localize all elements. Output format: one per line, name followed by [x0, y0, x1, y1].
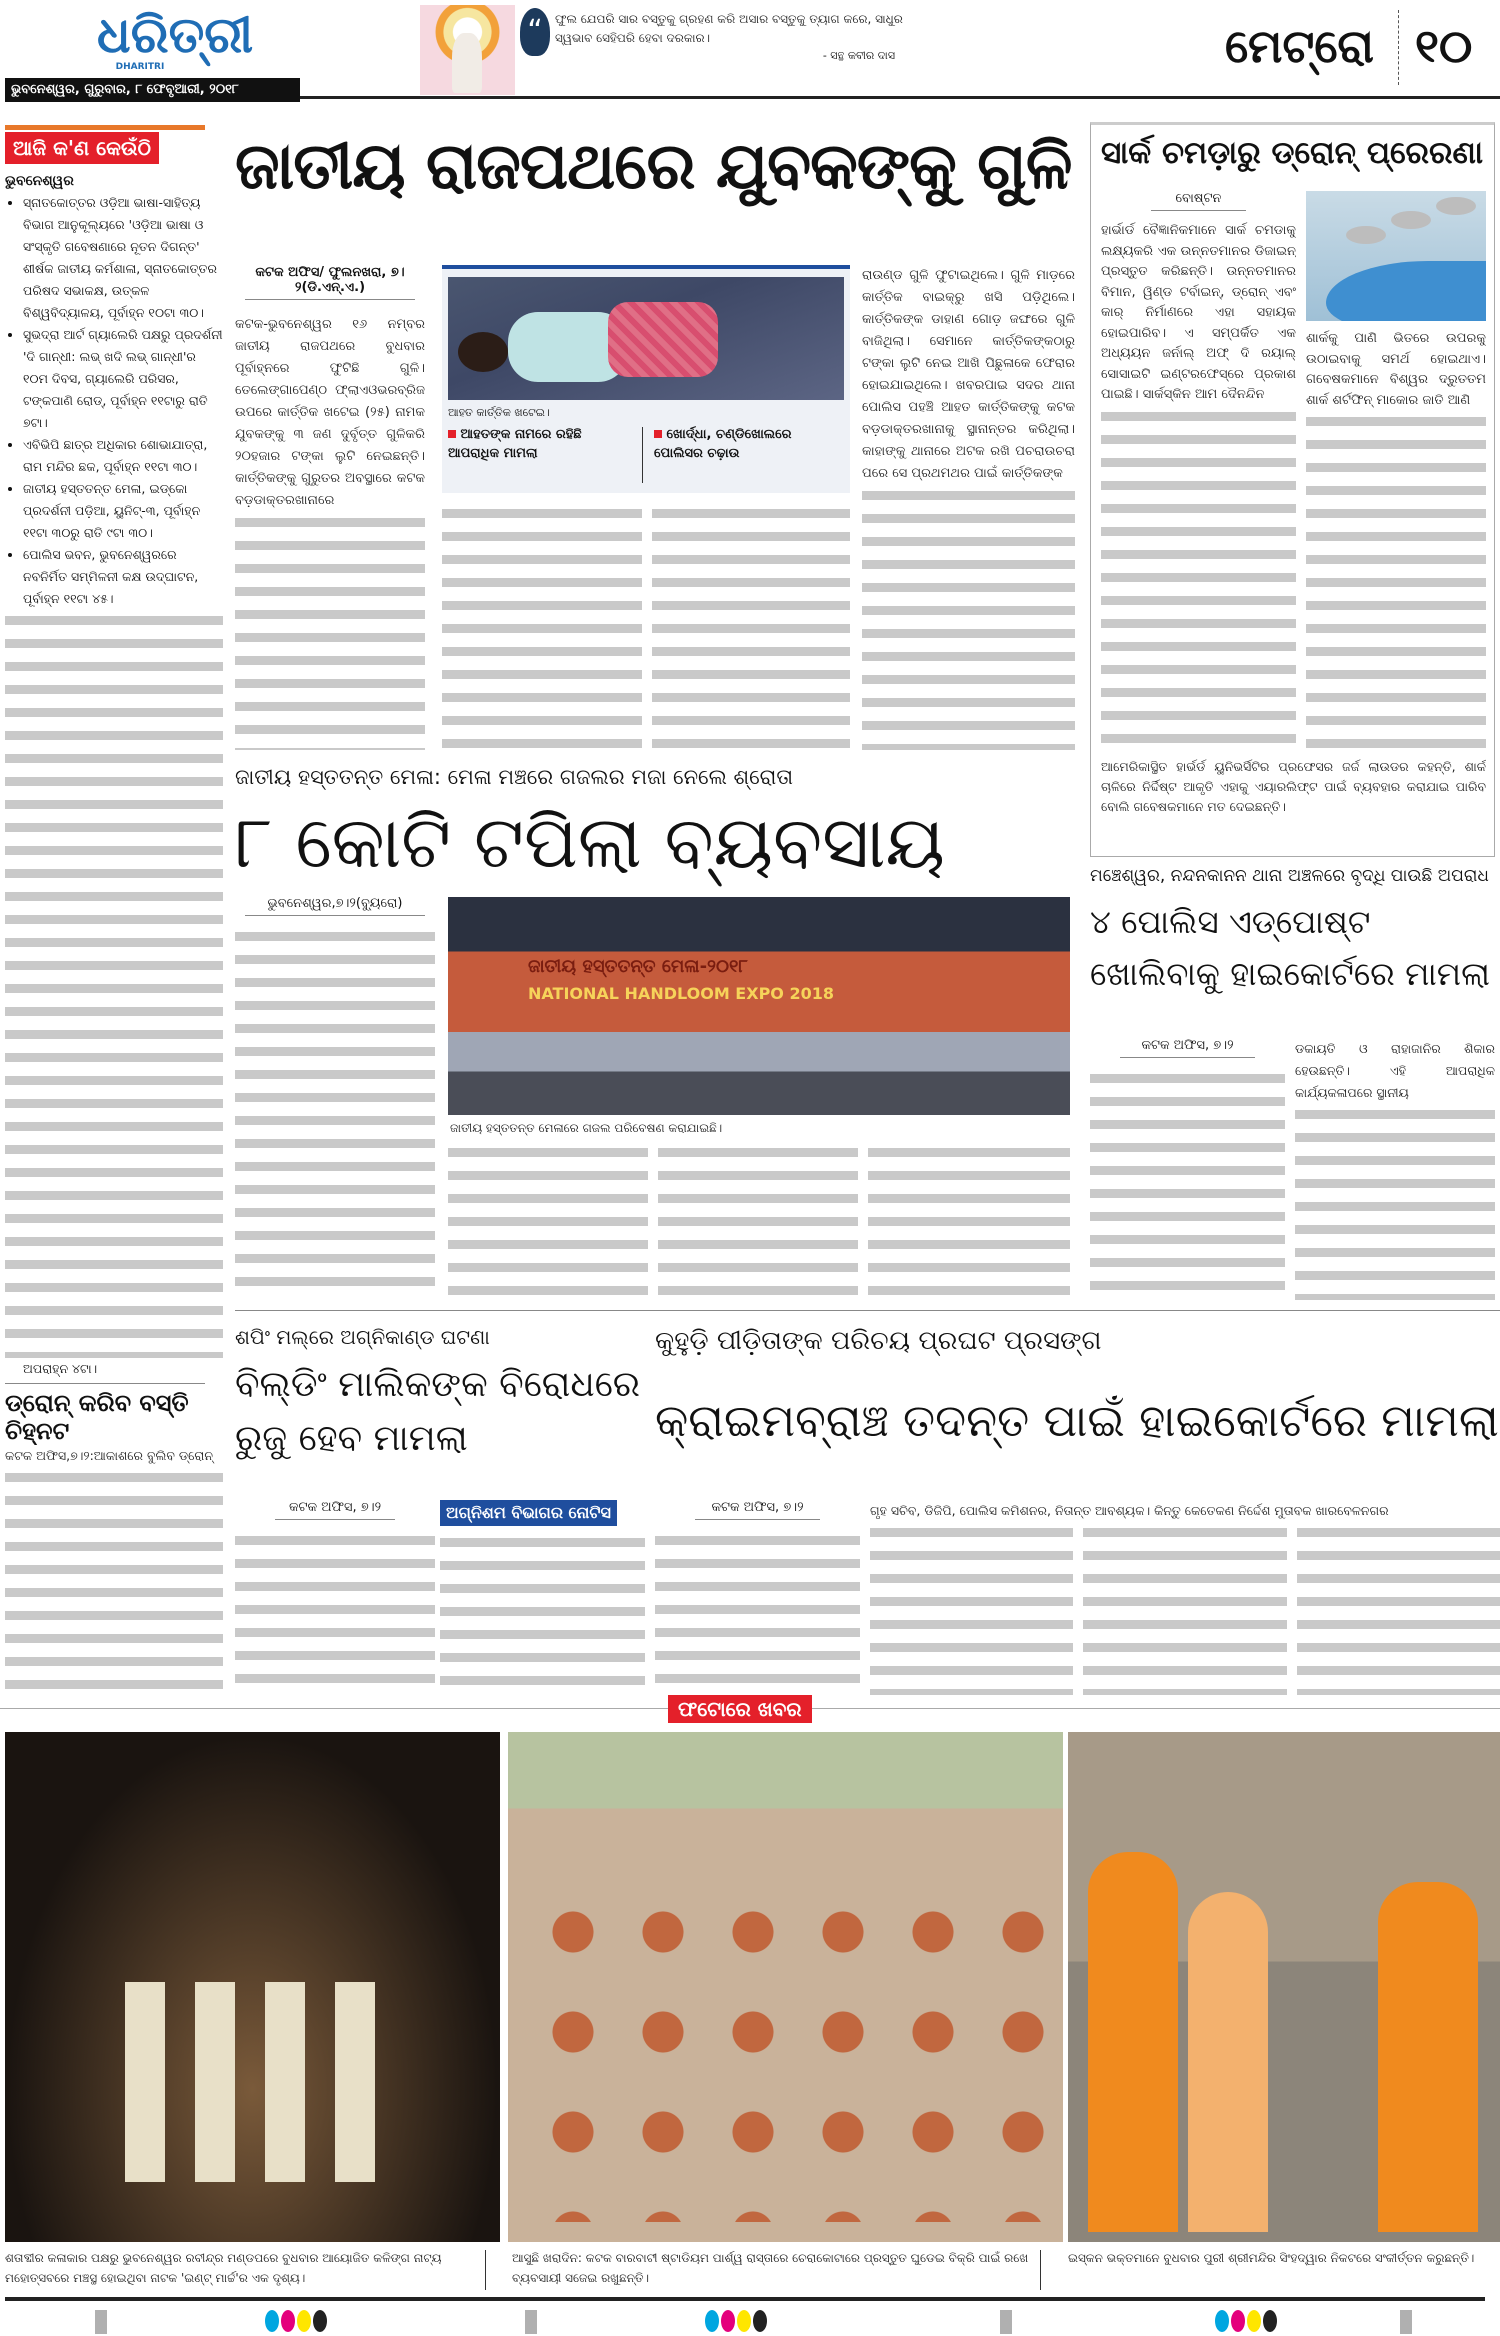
- logo-sub: DHARITRI: [115, 62, 165, 72]
- lead-photo-box: [442, 265, 850, 493]
- kuhuli-byline: କଟକ ଅଫିସ, ୭।୨: [695, 1500, 820, 1520]
- police-body: ଡକାୟତି ଓ ରାହାଜାନିର ଶିକାର ହେଉଛନ୍ତି। ଏହି ଆପରାଧିକ କାର୍ଯ୍ୟକଳାପରେ ସ୍ଥାନୀୟ: [1295, 1041, 1495, 1100]
- lead-col-1: [235, 265, 425, 750]
- quote-text: ଫୁଲ ଯେପରି ସାର ବସ୍ତୁକୁ ଗ୍ରହଣ କରି ଅସାର ବସ୍ତୁକୁ ତ୍ୟାଗ କରେ, ସାଧୁର ସ୍ୱଭାବ ସେହିପରି ହେବା ଦରକାର।: [555, 12, 903, 45]
- drama-photo[interactable]: [5, 1732, 500, 2242]
- shark-headline[interactable]: ସାର୍କ ଚମଡ଼ାରୁ ଡ୍ରୋନ୍ ପ୍ରେରଣା: [1101, 135, 1484, 171]
- print-marks: [0, 2310, 1500, 2334]
- drone-headline[interactable]: ଡ୍ରୋନ୍ କରିବ ବସ୍ତି ଚିହ୍ନଟ: [5, 1390, 189, 1445]
- police-col-2: [1295, 1038, 1495, 1300]
- handloom-headline[interactable]: ୮ କୋଟି ଟପିଲା ବ୍ୟବସାୟ: [235, 800, 945, 884]
- expo-banner-en: NATIONAL HANDLOOM EXPO 2018: [528, 984, 834, 1003]
- events-city: ଭୁବନେଶ୍ୱର: [5, 173, 74, 189]
- lead-col-4: [862, 265, 1075, 750]
- fire-kicker: ଶପିଂ ମଲ୍‌ରେ ଅଗ୍ନିକାଣ୍ଡ ଘଟଣା: [235, 1325, 490, 1349]
- handloom-kicker: ଜାତୀୟ ହସ୍ତତନ୍ତ ମେଳା: ମେଳା ମଞ୍ଚରେ ଗଜଲର ମଜା ନେଲେ ଶ୍ରୋତା: [235, 765, 794, 789]
- dateline: ଭୁବନେଶ୍ୱର, ଗୁରୁବାର, ୮ ଫେବୃଆରୀ, ୨୦୧୮: [5, 78, 300, 102]
- photo-caption-1: ଶତାବ୍ଦୀର କଳାକାର ପକ୍ଷରୁ ଭୁବନେଶ୍ୱର ରବୀନ୍ଦ୍ର ମଣ୍ଡପରେ ବୁଧବାର ଆୟୋଜିତ କଳିଙ୍ଗ ନାଟ୍ୟ ମହୋତ୍ସବରେ ମଞ୍ଚସ୍ଥ ହୋଇଥିବା ନାଟକ 'ଇଣ୍ଟ୍ ମାର୍ଚ୍ଚ'ର ଏକ ଦୃଶ୍ୟ।: [5, 2251, 442, 2285]
- events-label: ଆଜି କ'ଣ କେଉଁଠି: [5, 132, 159, 164]
- drone-story: [5, 1390, 223, 1697]
- fire-headline[interactable]: ବିଲ୍ଡିଂ ମାଲିକଙ୍କ ବିରୋଧରେ ରୁଜୁ ହେବ ମାମଲା: [235, 1364, 641, 1459]
- shark-body: ହାର୍ଭାର୍ଡ ବୈଜ୍ଞାନିକମାନେ ସାର୍କ ଚମଡାକୁ ଲକ୍ଷ୍ୟକରି ଏକ ଉନ୍ନତମାନର ଡିଜାଇନ୍ ପ୍ରସ୍ତୁତ କରିଛନ୍ତି। ଉନ୍ନତମାନର ବିମାନ, ୱିଣ୍ଡ ଟର୍ବାଇନ୍, ଡ୍ରୋନ୍ ଏବଂ କାର୍ ନିର୍ମାଣରେ ଏହା ସହାୟକ ହୋଇପାରିବ। ଏ ସମ୍ପର୍କିତ ଏକ ଅଧ୍ୟୟନ ଜର୍ନାଲ୍ ଅଫ୍ ଦି ରୟାଲ୍ ସୋସାଇଟି ଇଣ୍ଟରଫେସ୍‌ରେ ପ୍ରକାଶ ପାଇଛି। ସାର୍କସ୍କିନ ଆମ ଦୈନନ୍ଦିନ: [1101, 223, 1296, 402]
- fire-notice-box: ଅଗ୍ନିଶମ ବିଭାଗର ନୋଟିସ: [440, 1500, 617, 1526]
- event-item: • ଜାତୀୟ ହସ୍ତତନ୍ତ ମେଳା, ଇଡ୍‌କୋ ପ୍ରଦର୍ଶନୀ ପଡ଼ିଆ, ୟୁନିଟ୍-୩, ପୂର୍ବାହ୍ନ ୧୧ଟା ୩୦ରୁ ରାତି ୯ଟା ୩୦।: [23, 478, 223, 544]
- event-item: • ଏବିଭିପି ଛାତ୍ର ଅଧିକାର ଶୋଭାଯାତ୍ରା, ରାମ ମନ୍ଦିର ଛକ, ପୂର୍ବାହ୍ନ ୧୧ଟା ୩୦।: [23, 434, 223, 478]
- police-headline[interactable]: ୪ ପୋଲିସ ଏଡ୍‌ପୋଷ୍ଟ ଖୋଲିବାକୁ ହାଇକୋର୍ଟରେ ମାମଲା: [1090, 903, 1490, 993]
- fire-byline: କଟକ ଅଫିସ, ୭।୨: [275, 1500, 395, 1520]
- quote-author: - ସନ୍ଥ କବୀର ଦାସ: [822, 49, 895, 62]
- drone-body: କଟକ ଅଫିସ,୭।୨:ଆକାଶରେ ବୁଲିବ ଡ୍ରୋନ୍: [5, 1448, 213, 1464]
- photo-caption-2: ଆସୁଛି ଖରାଦିନ: କଟକ ବାରବାଟୀ ଷ୍ଟାଡିୟମ ପାର୍ଶ୍ୱ ରାସ୍ତାରେ ଚେରାକୋଟାରେ ପ୍ରସ୍ତୁତ ଘୁଡେଇ ବିକ୍ରି ପାଇଁ ରଖେ ବ୍ୟବସାୟୀ ସଜେଇ ରଖୁଛନ୍ତି।: [512, 2251, 1029, 2285]
- shark-photo: [1306, 191, 1486, 321]
- event-item: • ସ୍ନାତକୋତ୍ତର ଓଡ଼ିଆ ଭାଷା-ସାହିତ୍ୟ ବିଭାଗ ଆନୁକୂଲ୍ୟରେ 'ଓଡ଼ିଆ ଭାଷା ଓ ସଂସ୍କୃତି ଗବେଷଣାରେ ନୂତନ ଦିଗନ୍ତ' ଶୀର୍ଷକ ଜାତୀୟ କର୍ମଶାଳା, ସ୍ନାତକୋତ୍ତର ପରିଷଦ ସଭାକକ୍ଷ, ଉତ୍କଳ ବିଶ୍ୱବିଦ୍ୟାଳୟ, ପୂର୍ବାହ୍ନ ୧୦ଟା ୩୦।: [23, 192, 223, 324]
- iskcon-photo[interactable]: [1068, 1732, 1500, 2242]
- masthead: [0, 0, 1500, 110]
- page-number: ୧୦: [1415, 19, 1473, 73]
- quote-icon: “: [520, 8, 550, 56]
- kuhuli-kicker: କୁହୁଡ଼ି ପୀଡ଼ିତାଙ୍କ ପରିଚୟ ପ୍ରଘଟ ପ୍ରସଙ୍ଗ: [655, 1326, 1102, 1356]
- lead-subhead-1: ଆହତଙ୍କ ନାମରେ ରହିଛି ଆପରାଧିକ ମାମଲା: [448, 427, 582, 461]
- photo-caption-3: ଇସ୍କନ ଭକ୍ତମାନେ ବୁଧବାର ପୁରୀ ଶ୍ରୀମନ୍ଦିର ସିଂହଦ୍ୱାର ନିକଟରେ ସଂକୀର୍ତ୍ତନ କରୁଛନ୍ତି।: [1068, 2251, 1475, 2265]
- kabir-portrait: [420, 5, 515, 95]
- quote-block: [555, 10, 935, 92]
- shark-byline: ବୋଷ୍ଟନ: [1151, 191, 1246, 211]
- handloom-photo: [448, 897, 1070, 1115]
- logo-text: ଧରିତ୍ରୀ: [96, 6, 254, 64]
- lead-headline[interactable]: ଜାତୀୟ ରାଜପଥରେ ଯୁବକଙ୍କୁ ଗୁଳି: [235, 129, 1072, 204]
- kuhuli-headline[interactable]: କ୍ରାଇମବ୍ରାଞ୍ଚ ତଦନ୍ତ ପାଇଁ ହାଇକୋର୍ଟରେ ମାମଲା: [655, 1394, 1499, 1447]
- photo-news-label: ଫଟୋରେ ଖବର: [668, 1695, 812, 1723]
- fire-col-1: [235, 1500, 435, 1695]
- logo[interactable]: [75, 8, 275, 73]
- expo-banner: ଜାତୀୟ ହସ୍ତତନ୍ତ ମେଳା-୨୦୧୮: [528, 956, 748, 977]
- lead-photo: [448, 277, 844, 400]
- footer-rule: [5, 2297, 1485, 2301]
- fire-col-2: [440, 1500, 645, 1695]
- police-byline: କଟକ ଅଫିସ, ୭।୨: [1120, 1038, 1255, 1058]
- event-last: ଅପରାହ୍ନ ୪ଟା।: [23, 1361, 98, 1376]
- police-kicker: ମଞ୍ଚେଶ୍ୱର, ନନ୍ଦନକାନନ ଥାନା ଅଞ୍ଚଳରେ ବୃଦ୍ଧି ପାଉଛି ଅପରାଧ: [1090, 866, 1489, 886]
- event-item: • ସୁଭଦ୍ରା ଆର୍ଟ ଗ୍ୟାଲେରି ପକ୍ଷରୁ ପ୍ରଦର୍ଶନୀ 'ଦି ଗାନ୍ଧୀ: ଲଭ୍ ଖଦି ଲଭ୍ ଗାନ୍ଧୀ'ର ୧୦ମ ଦିବସ, ଗ୍ୟାଲେରି ପରିସର, ଟଙ୍କପାଣି ରୋଡ୍, ପୂର୍ବାହ୍ନ ୧୧ଟାରୁ ରାତି ୭ଟା।: [23, 324, 223, 434]
- handloom-col-1: [235, 896, 435, 1300]
- pottery-photo[interactable]: [508, 1732, 1063, 2242]
- handloom-caption: ଜାତୀୟ ହସ୍ତତନ୍ତ ମେଳାରେ ଗଜଲ ପରିବେଷଣ କରାଯାଇଛି।: [450, 1121, 723, 1135]
- lead-byline: କଟକ ଅଫିସ/ ଫୁଲନଖରା, ୭।୨(ଡି.ଏନ୍.ଏ.): [245, 265, 415, 300]
- event-item: • ପୋଲିସ ଭବନ, ଭୁବନେଶ୍ୱରରେ ନବନିର୍ମିତ ସମ୍ମିଳନୀ କକ୍ଷ ଉଦ୍‌ଘାଟନ, ପୂର୍ବାହ୍ନ ୧୧ଟା ୪୫।: [23, 544, 223, 610]
- lead-photo-caption: ଆହତ କାର୍ତ୍ତିକ ଖଟେଇ।: [448, 406, 550, 419]
- kuhuli-col-1: [655, 1500, 860, 1695]
- kuhuli-body: ଗୃହ ସଚିବ, ଡିଜିପି, ପୋଲିସ କମିଶନର, ନିତାନ୍ତ ଆବଶ୍ୟକ। କିନ୍ତୁ କେତେକଣ ନିର୍ଦ୍ଦେଶ ମୁତାବକ ଖାରବେଳନଗର: [870, 1503, 1389, 1518]
- shark-story: [1090, 122, 1495, 857]
- kuhuli-cols: [870, 1500, 1500, 1695]
- events-column: [5, 125, 223, 1380]
- section-name: ମେଟ୍ରୋ: [1225, 19, 1374, 73]
- shark-body-2: ଶାର୍କକୁ ପାଣି ଭିତରେ ଉପରକୁ ଉଠାଇବାକୁ ସମର୍ଥ ହୋଇଥାଏ। ଗବେଷକମାନେ ବିଶ୍ୱର ଦ୍ରୁତତମ ଶାର୍କ ଶର୍ଟଫିନ୍ ମାକୋର ଜାତି ଆଣି: [1306, 331, 1486, 408]
- handloom-byline: ଭୁବନେଶ୍ୱର,୭।୨(ବ୍ୟୁରୋ): [245, 896, 425, 916]
- police-col-1: [1090, 1038, 1285, 1300]
- lead-body-2: ରାଉଣ୍ଡ ଗୁଳି ଫୁଟାଇଥିଲେ। ଗୁଳି ମାଡ଼ରେ କାର୍ତ୍ତିକ ବାଇକ୍‌ରୁ ଖସି ପଡ଼ିଥିଲେ। କାର୍ତ୍ତିକଙ୍କ ଡାହାଣ ଗୋଡ଼ ଜଙ୍ଘରେ ଗୁଳି ବାଜିଥିଲା। ସେମାନେ କାର୍ତ୍ତିକଙ୍କଠାରୁ ଟଙ୍କା ଲୁଟି ନେଇ ଆଖି ପିଛୁଳାକେ ଫେରାର ହୋଇଯାଇଥିଲେ। ଖବରପାଇ ସଦର ଥାନା ପୋଲିସ ପହଞ୍ଚି ଆହତ କାର୍ତ୍ତିକଙ୍କୁ କଟକ ବଡ଼ଡାକ୍ତରଖାନାକୁ ସ୍ଥାନାନ୍ତର କରିଥିଲା। କାହାଙ୍କୁ ଥାନାରେ ଅଟକ ରଖି ପଚରାଉଚରା ପରେ ସେ ପ୍ରଥମଥର ପାଇଁ କାର୍ତ୍ତିକଙ୍କ: [862, 268, 1075, 481]
- shark-tail: ଆମେରିକାସ୍ଥିତ ହାର୍ଭର୍ଡ ୟୁନିଭର୍ସିଟିର ପ୍ରଫେସର ଜର୍ଜ ଲାଉଡର କହନ୍ତି, ଶାର୍କ ଚାଳିରେ ନିର୍ଦ୍ଦିଷ୍ଟ ଆକୃତି ଏହାକୁ ଏୟାରଲିଫ୍ଟ ପାଇଁ ବ୍ୟବହାର କରାଯାଇ ପାରିବ ବୋଲି ଗବେଷକମାନେ ମତ ଦେଇଛନ୍ତି।: [1101, 759, 1486, 814]
- lead-subhead-2: ଖୋର୍ଦ୍ଧା, ଚଣ୍ଡିଖୋଲରେ ପୋଲିସର ଚଢ଼ାଉ: [654, 427, 792, 461]
- lead-body: କଟକ-ଭୁବନେଶ୍ୱର ୧୬ ନମ୍ବର ଜାତୀୟ ରାଜପଥରେ ବୁଧବାର ପୂର୍ବାହ୍ନରେ ଫୁଟିଛି ଗୁଳି। ତେଲେଙ୍ଗାପେଣ୍ଠ ଫ୍ଲାଏଓଭରବ୍ରିଜ ଉପରେ କାର୍ତ୍ତିକ ଖଟେଇ (୨୫) ନାମକ ଯୁବକଙ୍କୁ ୩ ଜଣ ଦୁର୍ବୃତ୍ତ ଗୁଳିକରି ୨୦ହଜାର ଟଙ୍କା ଲୁଟି ନେଇଛନ୍ତି। କାର୍ତ୍ତିକଙ୍କୁ ଗୁରୁତର ଅବସ୍ଥାରେ କଟକ ବଡ଼ଡାକ୍ତରଖାନାରେ: [235, 317, 425, 508]
